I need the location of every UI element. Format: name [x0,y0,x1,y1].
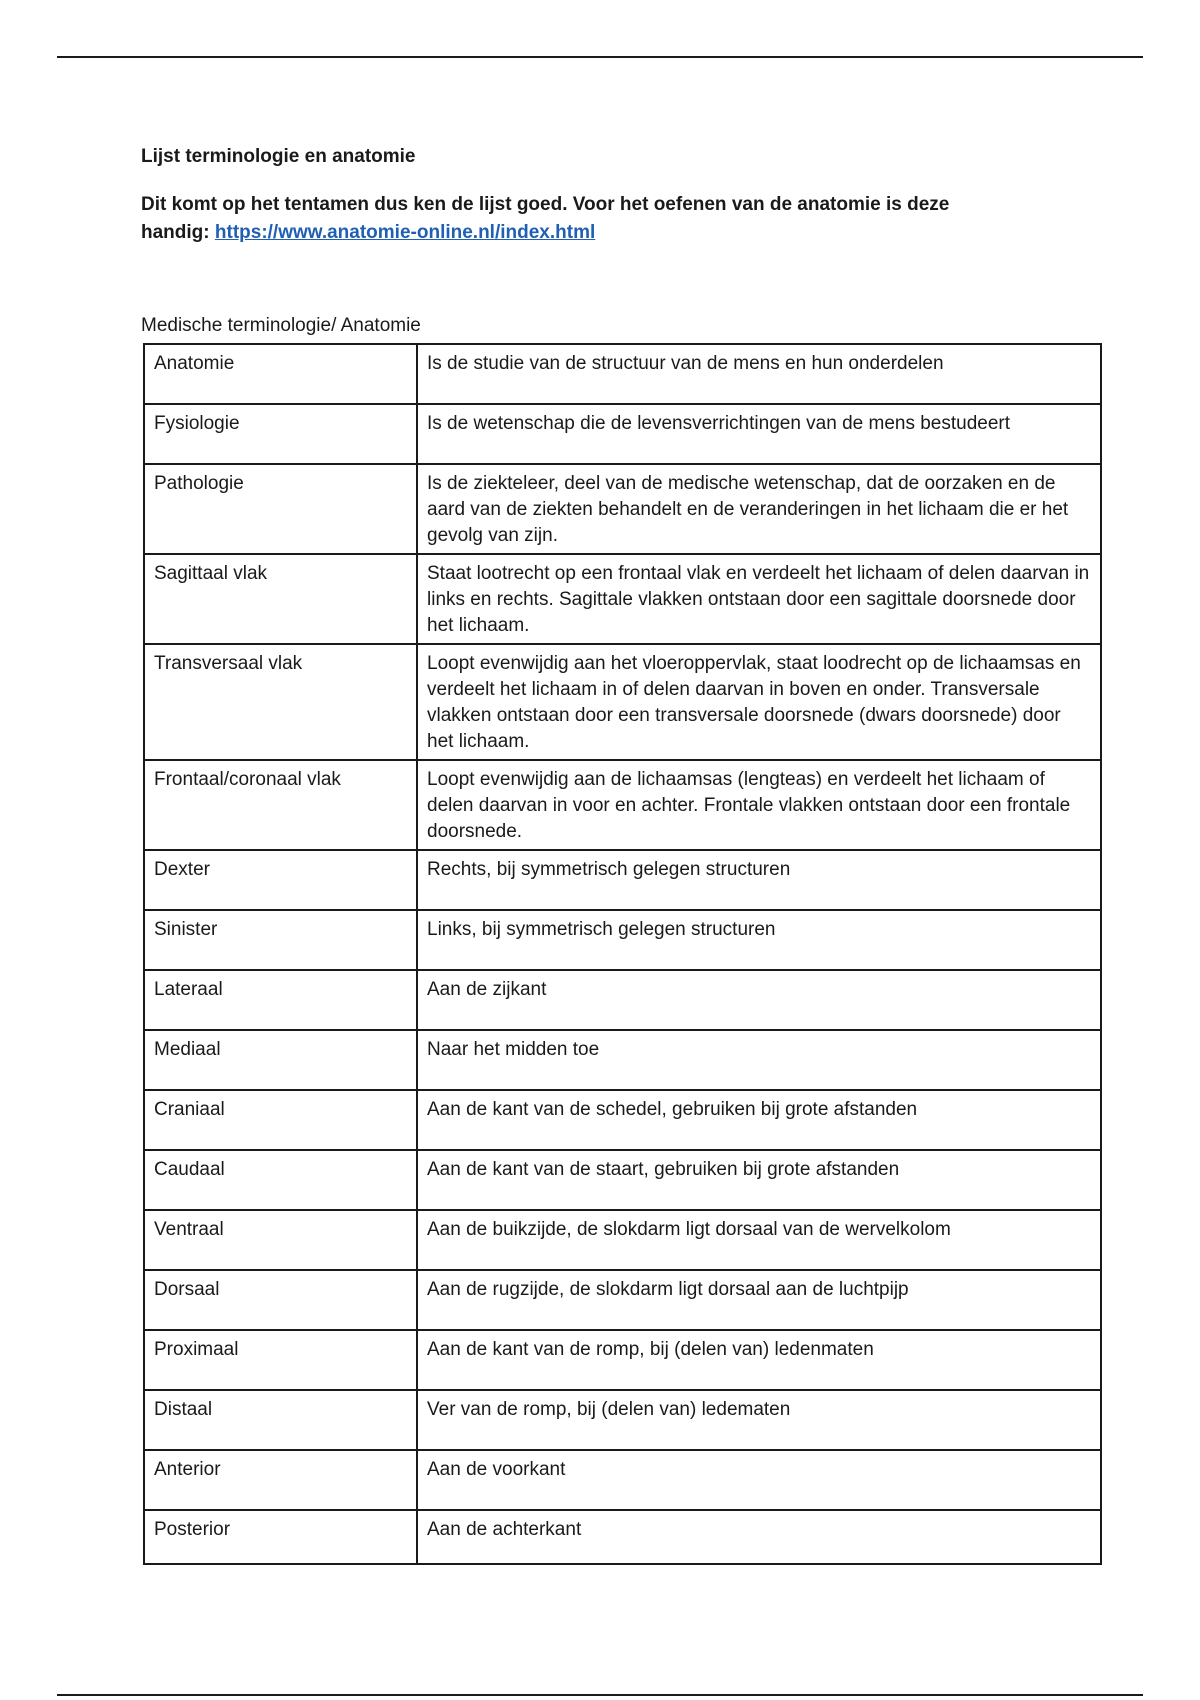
term-cell: Caudaal [144,1150,417,1210]
term-cell: Anterior [144,1450,417,1510]
definition-cell: Is de ziekteleer, deel van de medische wetenschap, dat de oorzaken en de aard van de ziekten behandelt en de veranderingen in het lichaam die er het gevolg van zijn. [417,464,1101,554]
term-cell: Craniaal [144,1090,417,1150]
term-cell: Lateraal [144,970,417,1030]
term-cell: Dorsaal [144,1270,417,1330]
term-cell: Dexter [144,850,417,910]
table-row [144,1090,1101,1150]
header-rule [57,56,1143,58]
definition-cell: Aan de kant van de romp, bij (delen van) ledenmaten [417,1330,1101,1390]
table-row [144,1030,1101,1090]
table-row [144,970,1101,1030]
definition-cell: Rechts, bij symmetrisch gelegen structuren [417,850,1101,910]
definition-cell: Aan de kant van de schedel, gebruiken bij grote afstanden [417,1090,1101,1150]
term-cell: Proximaal [144,1330,417,1390]
table-row [144,1270,1101,1330]
term-cell: Sinister [144,910,417,970]
table-row [144,1150,1101,1210]
definition-cell: Links, bij symmetrisch gelegen structuren [417,910,1101,970]
definition-cell: Aan de rugzijde, de slokdarm ligt dorsaal aan de luchtpijp [417,1270,1101,1330]
table-row [144,910,1101,970]
term-cell: Transversaal vlak [144,644,417,760]
definition-cell: Naar het midden toe [417,1030,1101,1090]
definition-cell: Aan de buikzijde, de slokdarm ligt dorsaal van de wervelkolom [417,1210,1101,1270]
definition-cell: Aan de voorkant [417,1450,1101,1510]
definition-cell: Loopt evenwijdig aan het vloeroppervlak, staat loodrecht op de lichaamsas en verdeelt het lichaam in of delen daarvan in boven en onder. Transversale vlakken ontstaan door een transversale doorsnede (dwars doorsnede) door het lichaam. [417,644,1101,760]
table-row [144,404,1101,464]
term-cell: Sagittaal vlak [144,554,417,644]
document-title: Lijst terminologie en anatomie [141,146,416,167]
footer-rule [57,1694,1143,1696]
definition-cell: Aan de zijkant [417,970,1101,1030]
definition-cell: Is de wetenschap die de levensverrichtingen van de mens bestudeert [417,404,1101,464]
intro-text: Dit komt op het tentamen dus ken de lijst goed. Voor het oefenen van de anatomie is deze handig: [141,194,950,243]
intro-paragraph [141,191,1021,247]
definition-cell: Staat lootrecht op een frontaal vlak en verdeelt het lichaam of delen daarvan in links en rechts. Sagittale vlakken ontstaan door een sagittale doorsnede door het lichaam. [417,554,1101,644]
anatomie-online-link[interactable]: https://www.anatomie-online.nl/index.html [214,222,596,243]
term-cell: Mediaal [144,1030,417,1090]
table-row [144,464,1101,554]
definition-cell: Aan de kant van de staart, gebruiken bij grote afstanden [417,1150,1101,1210]
table-row [144,850,1101,910]
table-row [144,760,1101,850]
table-row [144,1330,1101,1390]
definition-cell: Ver van de romp, bij (delen van) ledematen [417,1390,1101,1450]
term-cell: Fysiologie [144,404,417,464]
table-row [144,1450,1101,1510]
term-cell: Ventraal [144,1210,417,1270]
term-cell: Frontaal/coronaal vlak [144,760,417,850]
definition-cell: Is de studie van de structuur van de mens en hun onderdelen [417,344,1101,404]
term-cell: Pathologie [144,464,417,554]
table-row [144,1510,1101,1564]
definition-cell: Loopt evenwijdig aan de lichaamsas (lengteas) en verdeelt het lichaam of delen daarvan in voor en achter. Frontale vlakken ontstaan door een frontale doorsnede. [417,760,1101,850]
definition-cell: Aan de achterkant [417,1510,1101,1564]
table-row [144,1390,1101,1450]
table-row [144,1210,1101,1270]
table-row [144,344,1101,404]
term-cell: Anatomie [144,344,417,404]
term-cell: Distaal [144,1390,417,1450]
terminology-table [143,343,1102,1565]
table-row [144,554,1101,644]
table-caption: Medische terminologie/ Anatomie [141,315,421,336]
term-cell: Posterior [144,1510,417,1564]
table-row [144,644,1101,760]
